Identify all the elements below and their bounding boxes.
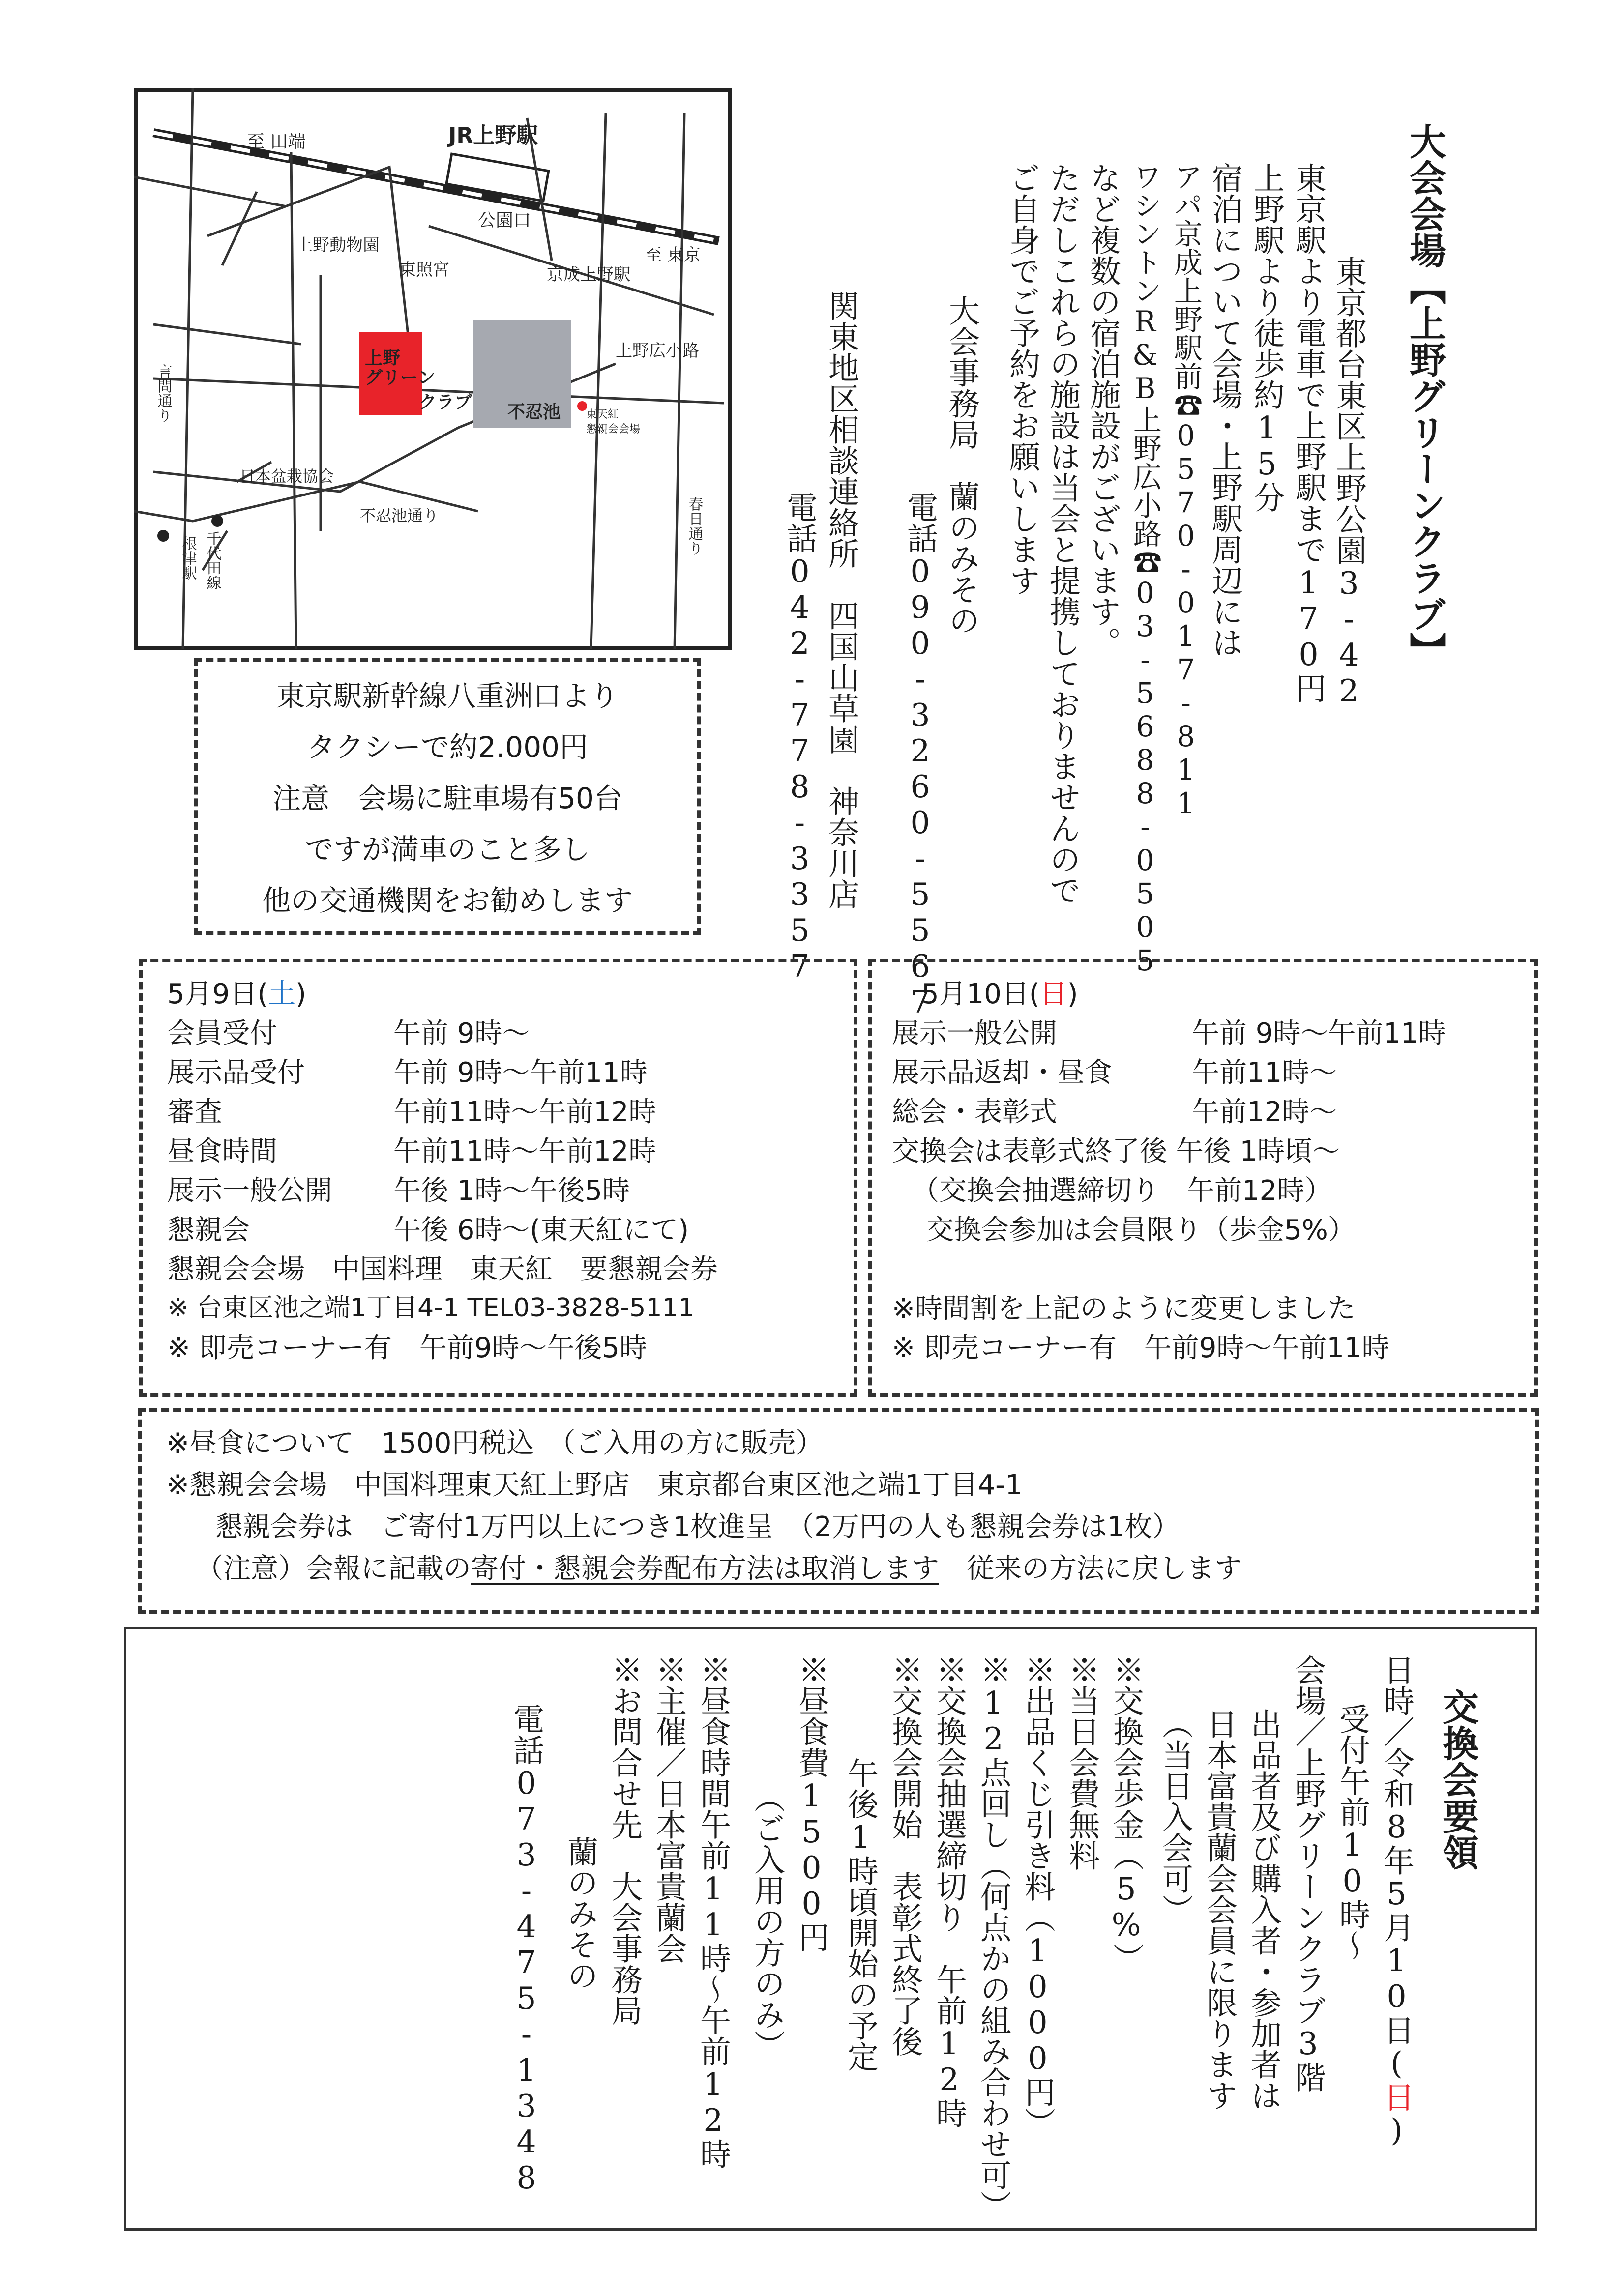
map-label-toshogu: 東照宮 [399,260,449,280]
nezu-station-marker [211,515,223,527]
map-label-pond: 不忍池 [507,402,561,422]
venue-lodging: 宿泊について会場・上野駅周辺には [1207,162,1243,658]
venue-booking: ご自身でご予約をお願いします [1004,162,1040,596]
day2-sales-corner: ※ 即売コーナー有 午前9時～午前11時 [892,1332,1389,1364]
venue-hotel-apa: アパ京成上野駅前☎0570-017-811 [1169,162,1203,820]
day2-date-suffix: ) [1067,978,1078,1010]
exchange-same-day: （当日入会可） [1157,1708,1193,1925]
exchange-rotation: ※12点回し（何点かの組み合わせ可） [975,1654,1011,2221]
map-label-chiyoda: 千代田線 [204,531,221,590]
note-party-ticket: 懇親会券は ご寄付1万円以上につき1枚進呈 （2万円の人も懇親会券は1枚） [215,1511,1180,1543]
note-caution-underlined: 寄付・懇親会券配布方法は取消します [471,1553,939,1585]
note-caution-a: （注意）会報に記載の [196,1553,471,1585]
subway-marker [157,530,169,542]
map-label-to-tokyo: 至 東京 [645,245,701,265]
exchange-lunch-time: ※昼食時間午前11時～午前12時 [695,1654,731,2169]
day1-row-time: 午後 1時～午後5時 [393,1175,630,1207]
note-lunch: ※昼食について 1500円税込 （ご入用の方に販売） [166,1427,824,1459]
map-label-hirokoji: 上野広小路 [616,341,699,361]
exchange-contact-phone: 電話073-475-1348 [508,1703,544,2196]
kanto-phone: 電話042-778-3357 [782,492,818,984]
taxi-line: タクシーで約2.000円 [306,730,589,764]
taxi-line: ですが満車のこと多し [304,833,590,866]
exchange-date-prefix: 日時／令和8年5月10日( [1379,1654,1415,2081]
exchange-members: 日本富貴蘭会会員に限ります [1202,1708,1238,2111]
day2-exchange-start: 交換会は表彰式終了後 午後 1時頃～ [892,1135,1340,1167]
exchange-lunch-fee: ※昼食費1500円 [794,1654,829,1952]
day2-members-only: 交換会参加は会員限り（歩金5%） [926,1214,1356,1246]
day2-schedule-box [868,959,1538,1397]
kanto-office: 関東地区相談連絡所 四国山草園 神奈川店 [824,290,859,909]
day1-row-label: 審査 [167,1096,222,1128]
venue-hotel-washington: ワシントンR&B上野広小路☎03-5688-0505 [1128,162,1162,977]
map-label-club-1: 上野 [365,348,401,368]
map-label-nezu: 根津駅 [179,536,197,580]
day1-date-suffix: ) [295,978,306,1010]
exchange-reception: 受付午前10時～ [1334,1703,1370,1961]
map-label-totenko-hall: 懇親会会場 [586,423,641,436]
day2-date [921,972,1078,1012]
day1-date-prefix: 5月9日( [167,978,268,1010]
venue-title-prefix: 大会会場 [1404,123,1446,268]
day1-sales-corner: ※ 即売コーナー有 午前9時～午後5時 [167,1332,647,1364]
day1-row-label: 会員受付 [167,1017,277,1049]
exchange-weekday: 日 [1379,2081,1415,2112]
venue-title-bracket: 【上野グリーンクラブ】 [1404,268,1446,668]
taxi-line: 注意 会場に駐車場有50台 [272,782,622,815]
totenko-marker [577,401,587,411]
venue-title [1404,123,1446,668]
day2-row-label: 展示一般公開 [892,1017,1057,1049]
map-label-totenko: 東天紅 [586,408,619,421]
map-label-club-3: クラブ [419,392,472,412]
taxi-line: 東京駅新幹線八重洲口より [276,679,619,713]
exchange-lunch-note: （ご入用の方のみ） [749,1782,785,2061]
day1-row-time: 午前 9時～ [393,1017,530,1049]
day2-row-time: 午前 9時～午前11時 [1192,1017,1446,1049]
day2-lottery-deadline: （交換会抽選締切り 午前12時） [912,1175,1332,1207]
day1-party-venue: 懇親会会場 中国料理 東天紅 要懇親会券 [167,1253,718,1285]
exchange-contact: ※お問合せ先 大会事務局 [607,1654,643,2026]
venue-disclaimer: ただしこれらの施設は当会と提携しておりませんので [1045,162,1081,905]
day1-schedule-box [139,959,857,1397]
day1-party-address: ※ 台東区池之端1丁目4-1 TEL03-3828-5111 [167,1293,695,1323]
exchange-fee: ※当日会費無料 [1064,1654,1100,1871]
notes-box [138,1408,1539,1614]
access-map [134,88,732,650]
day2-date-prefix: 5月10日( [921,978,1040,1010]
day1-row-label: 昼食時間 [167,1135,277,1167]
venue-walk: 上野駅より徒歩約15分 [1249,162,1285,513]
map-label-station: JR上野駅 [448,123,538,148]
map-label-club-2: グリーン [365,368,436,388]
day2-row-label: 総会・表彰式 [892,1096,1057,1128]
day1-row-time: 午後 6時～(東天紅にて) [393,1214,689,1246]
day2-row-label: 展示品返却・昼食 [892,1057,1112,1089]
exchange-start-time: 午後1時頃開始の予定 [843,1757,879,2072]
day2-row-time: 午前11時～ [1192,1057,1337,1089]
taxi-lines [198,670,697,926]
day1-weekday: 土 [268,978,296,1010]
day1-date [167,972,306,1012]
office-phone: 電話090-3260-5567 [902,492,938,1020]
map-label-kasuga: 春日通り [685,496,703,555]
exchange-deadline: ※交換会抽選締切り 午前12時 [931,1654,967,2128]
map-label-bonsai: 日本盆栽協会 [239,467,334,486]
map-label-shinobazu-st: 不忍池通り [360,506,439,525]
day1-row-time: 午前11時～午前12時 [393,1096,656,1128]
day1-row-time: 午前11時～午前12時 [393,1135,656,1167]
map-label-to-tabata: 至 田端 [247,132,306,152]
map-label-keisei: 京成上野駅 [547,265,630,285]
taxi-line: 他の交通機関をお勧めします [262,884,633,917]
day1-row-label: 展示一般公開 [167,1175,332,1207]
day2-schedule-change: ※時間割を上記のように変更しました [892,1293,1356,1325]
note-caution [196,1547,1242,1586]
venue-address: 東京都台東区上野公園3-42 [1331,256,1367,709]
map-label-zoo: 上野動物園 [296,235,380,255]
exchange-venue: 会場／上野グリーンクラブ3階 [1290,1654,1326,2093]
exchange-eligibility: 出品者及び購入者・参加者は [1246,1708,1282,2111]
map-label-kototoi: 言問通り [154,364,172,423]
exchange-date [1379,1654,1415,2148]
day2-row-time: 午前12時～ [1192,1096,1337,1128]
map-label-park-exit: 公園口 [478,210,531,231]
taxi-info-box [194,658,701,935]
day1-row-time: 午前 9時～午前11時 [393,1057,648,1089]
day1-row-label: 展示品受付 [167,1057,305,1089]
exchange-start: ※交換会開始 表彰式終了後 [887,1654,923,2057]
exchange-contact-name: 蘭のみその [562,1836,598,1991]
day1-row-label: 懇親会 [167,1214,250,1246]
exchange-commission: ※交換会歩金（5%） [1108,1654,1144,1974]
day2-weekday: 日 [1039,978,1067,1010]
map-svg [134,88,732,650]
note-party-venue: ※懇親会会場 中国料理東天紅上野店 東京都台東区池之端1丁目4-1 [166,1469,1023,1501]
exchange-organizer: ※主催／日本富貴蘭会 [651,1654,687,1964]
note-caution-c: 従来の方法に戻します [939,1553,1242,1585]
exchange-date-suffix: ) [1379,2112,1415,2148]
exchange-box [124,1627,1537,2231]
office-name: 大会事務局 蘭のみその [944,295,980,636]
exchange-title: 交換会要領 [1437,1688,1479,1870]
exchange-lottery-fee: ※出品くじ引き料（1000円） [1020,1654,1056,2138]
venue-other-hotels: など複数の宿泊施設がございます。 [1085,162,1121,658]
venue-train: 東京駅より電車で上野駅まで170円 [1291,162,1327,703]
